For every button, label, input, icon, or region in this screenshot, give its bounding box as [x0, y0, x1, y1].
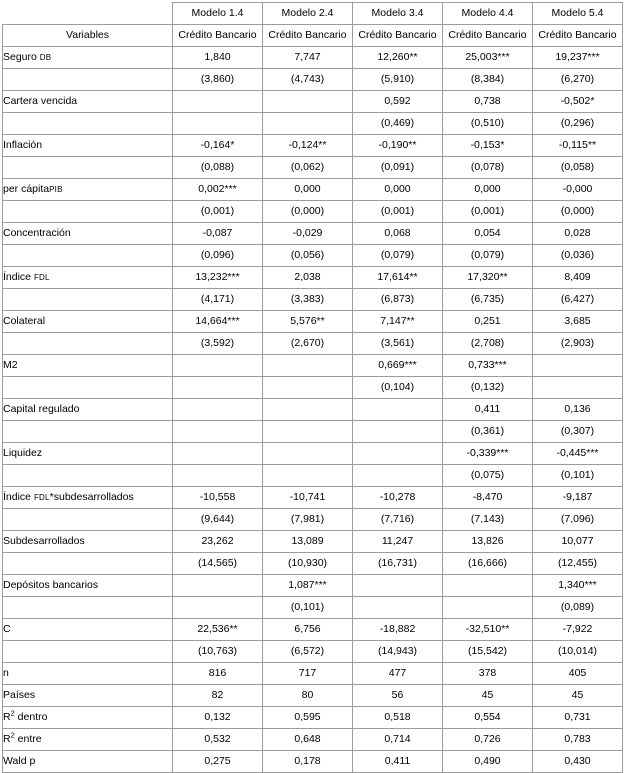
statistic-label: n — [3, 663, 173, 685]
table-row-standard-error — [3, 289, 623, 311]
statistic-value: 0,714 — [353, 729, 443, 751]
row-label-blank — [3, 377, 173, 399]
coefficient-value: 13,826 — [443, 531, 533, 553]
table-row-statistic — [3, 663, 623, 685]
standard-error-value: (3,383) — [263, 289, 353, 311]
table-header-row-subheaders — [3, 25, 623, 47]
table-row-statistic — [3, 685, 623, 707]
standard-error-value — [263, 421, 353, 443]
header-corner-blank — [3, 3, 173, 25]
standard-error-value — [263, 113, 353, 135]
coefficient-value: -0,164* — [173, 135, 263, 157]
coefficient-value: 7,747 — [263, 47, 353, 69]
statistic-label: $R^2$ entre — [3, 729, 173, 751]
standard-error-value: (0,091) — [353, 157, 443, 179]
row-label: Subdesarrollados — [3, 531, 173, 553]
coefficient-value: 2,038 — [263, 267, 353, 289]
row-label: Liquidez — [3, 443, 173, 465]
coefficient-value: 0,733*** — [443, 355, 533, 377]
statistic-value: 0,731 — [533, 707, 623, 729]
table-row-standard-error — [3, 641, 623, 663]
coefficient-value — [353, 575, 443, 597]
table-row-statistic — [3, 751, 623, 773]
coefficient-value: 8,409 — [533, 267, 623, 289]
standard-error-value: (16,731) — [353, 553, 443, 575]
coefficient-value: 23,262 — [173, 531, 263, 553]
standard-error-value: (0,058) — [533, 157, 623, 179]
table-row — [3, 575, 623, 597]
standard-error-value: (3,860) — [173, 69, 263, 91]
coefficient-value: 25,003*** — [443, 47, 533, 69]
standard-error-value: (9,644) — [173, 509, 263, 531]
standard-error-value: (0,469) — [353, 113, 443, 135]
statistic-value: 816 — [173, 663, 263, 685]
standard-error-value: (0,079) — [353, 245, 443, 267]
coefficient-value: 17,320** — [443, 267, 533, 289]
row-label-blank — [3, 553, 173, 575]
table-row-statistic — [3, 729, 623, 751]
standard-error-value: (6,427) — [533, 289, 623, 311]
statistic-value: 0,430 — [533, 751, 623, 773]
coefficient-value — [263, 91, 353, 113]
coefficient-value — [173, 355, 263, 377]
standard-error-value: (6,270) — [533, 69, 623, 91]
coefficient-value: 7,147** — [353, 311, 443, 333]
standard-error-value — [173, 113, 263, 135]
statistic-value: 56 — [353, 685, 443, 707]
row-label-blank — [3, 333, 173, 355]
coefficient-value — [353, 443, 443, 465]
standard-error-value: (7,981) — [263, 509, 353, 531]
standard-error-value: (0,510) — [443, 113, 533, 135]
coefficient-value — [533, 355, 623, 377]
statistic-value: 80 — [263, 685, 353, 707]
coefficient-value: 12,260** — [353, 47, 443, 69]
standard-error-value: (8,384) — [443, 69, 533, 91]
coefficient-value: -10,741 — [263, 487, 353, 509]
coefficient-value: 6,756 — [263, 619, 353, 641]
coefficient-value: 0,002*** — [173, 179, 263, 201]
row-label-blank — [3, 421, 173, 443]
standard-error-value: (3,592) — [173, 333, 263, 355]
standard-error-value: (0,075) — [443, 465, 533, 487]
statistic-label: $R^2$ dentro — [3, 707, 173, 729]
row-label-blank — [3, 465, 173, 487]
row-label: Concentración — [3, 223, 173, 245]
statistic-value: 378 — [443, 663, 533, 685]
row-label-blank — [3, 201, 173, 223]
table-row — [3, 355, 623, 377]
standard-error-value — [443, 597, 533, 619]
coefficient-value: 10,077 — [533, 531, 623, 553]
standard-error-value: (0,101) — [263, 597, 353, 619]
coefficient-value — [173, 399, 263, 421]
standard-error-value: (4,743) — [263, 69, 353, 91]
table-row — [3, 91, 623, 113]
header-model-2: Modelo 2.4 — [263, 3, 353, 25]
row-label: Seguro DB — [3, 47, 173, 69]
coefficient-value: 0,738 — [443, 91, 533, 113]
statistic-value: 0,490 — [443, 751, 533, 773]
statistic-value: 0,783 — [533, 729, 623, 751]
row-label-blank — [3, 597, 173, 619]
table-row — [3, 619, 623, 641]
standard-error-value: (10,930) — [263, 553, 353, 575]
table-row-standard-error — [3, 509, 623, 531]
coefficient-value: 3,685 — [533, 311, 623, 333]
row-label: Depósitos bancarios — [3, 575, 173, 597]
standard-error-value — [173, 377, 263, 399]
standard-error-value: (4,171) — [173, 289, 263, 311]
table-row-standard-error — [3, 113, 623, 135]
coefficient-value — [173, 443, 263, 465]
coefficient-value: 0,136 — [533, 399, 623, 421]
row-label-blank — [3, 509, 173, 531]
table-row — [3, 531, 623, 553]
coefficient-value: 13,089 — [263, 531, 353, 553]
row-label-blank — [3, 157, 173, 179]
standard-error-value — [353, 465, 443, 487]
standard-error-value: (0,296) — [533, 113, 623, 135]
coefficient-value: 0,054 — [443, 223, 533, 245]
standard-error-value: (7,716) — [353, 509, 443, 531]
coefficient-value: -0,000 — [533, 179, 623, 201]
coefficient-value — [353, 399, 443, 421]
coefficient-value: 19,237*** — [533, 47, 623, 69]
row-label-blank — [3, 69, 173, 91]
statistic-label: Wald p — [3, 751, 173, 773]
standard-error-value: (6,735) — [443, 289, 533, 311]
standard-error-value: (14,565) — [173, 553, 263, 575]
standard-error-value — [353, 421, 443, 443]
coefficient-value: 14,664*** — [173, 311, 263, 333]
statistic-value: 0,411 — [353, 751, 443, 773]
coefficient-value: -0,153* — [443, 135, 533, 157]
coefficient-value: -0,029 — [263, 223, 353, 245]
table-header-row-models — [3, 3, 623, 25]
coefficient-value: -32,510** — [443, 619, 533, 641]
regression-results-table — [2, 2, 623, 773]
row-label: M2 — [3, 355, 173, 377]
row-label-blank — [3, 289, 173, 311]
header-subheader-2: Crédito Bancario — [263, 25, 353, 47]
table-row-standard-error — [3, 597, 623, 619]
row-label: Índice FDL*subdesarrollados — [3, 487, 173, 509]
standard-error-value — [263, 377, 353, 399]
table-row-standard-error — [3, 421, 623, 443]
statistic-value: 82 — [173, 685, 263, 707]
standard-error-value: (7,096) — [533, 509, 623, 531]
statistic-value: 717 — [263, 663, 353, 685]
standard-error-value — [173, 465, 263, 487]
header-subheader-1: Crédito Bancario — [173, 25, 263, 47]
coefficient-value: 1,340*** — [533, 575, 623, 597]
table-row-standard-error — [3, 69, 623, 91]
statistic-value: 45 — [443, 685, 533, 707]
coefficient-value: -18,882 — [353, 619, 443, 641]
standard-error-value — [533, 377, 623, 399]
header-model-5: Modelo 5.4 — [533, 3, 623, 25]
statistic-value: 0,648 — [263, 729, 353, 751]
table-row-standard-error — [3, 465, 623, 487]
header-subheader-5: Crédito Bancario — [533, 25, 623, 47]
coefficient-value: 0,000 — [263, 179, 353, 201]
row-label: Cartera vencida — [3, 91, 173, 113]
row-label: Colateral — [3, 311, 173, 333]
coefficient-value — [173, 575, 263, 597]
standard-error-value: (2,903) — [533, 333, 623, 355]
table-row — [3, 267, 623, 289]
statistic-value: 0,518 — [353, 707, 443, 729]
coefficient-value: 11,247 — [353, 531, 443, 553]
header-model-3: Modelo 3.4 — [353, 3, 443, 25]
standard-error-value: (10,763) — [173, 641, 263, 663]
statistic-label: Países — [3, 685, 173, 707]
header-model-4: Modelo 4.4 — [443, 3, 533, 25]
standard-error-value: (15,542) — [443, 641, 533, 663]
standard-error-value: (0,000) — [263, 201, 353, 223]
standard-error-value: (0,104) — [353, 377, 443, 399]
standard-error-value — [353, 597, 443, 619]
statistic-value: 0,554 — [443, 707, 533, 729]
coefficient-value: 0,592 — [353, 91, 443, 113]
table-row-standard-error — [3, 377, 623, 399]
coefficient-value: 1,840 — [173, 47, 263, 69]
coefficient-value: 13,232*** — [173, 267, 263, 289]
standard-error-value: (14,943) — [353, 641, 443, 663]
coefficient-value: 0,251 — [443, 311, 533, 333]
standard-error-value: (6,572) — [263, 641, 353, 663]
statistic-value: 0,532 — [173, 729, 263, 751]
coefficient-value: 0,028 — [533, 223, 623, 245]
header-model-1: Modelo 1.4 — [173, 3, 263, 25]
coefficient-value: -8,470 — [443, 487, 533, 509]
coefficient-value: -0,087 — [173, 223, 263, 245]
standard-error-value: (2,670) — [263, 333, 353, 355]
table-row-standard-error — [3, 245, 623, 267]
standard-error-value: (12,455) — [533, 553, 623, 575]
coefficient-value: -0,502* — [533, 91, 623, 113]
coefficient-value: -10,558 — [173, 487, 263, 509]
coefficient-value: 5,576** — [263, 311, 353, 333]
standard-error-value: (0,056) — [263, 245, 353, 267]
statistic-value: 45 — [533, 685, 623, 707]
coefficient-value — [263, 443, 353, 465]
standard-error-value: (16,666) — [443, 553, 533, 575]
coefficient-value: -0,190** — [353, 135, 443, 157]
standard-error-value: (0,036) — [533, 245, 623, 267]
coefficient-value: -0,339*** — [443, 443, 533, 465]
coefficient-value: 0,068 — [353, 223, 443, 245]
standard-error-value: (7,143) — [443, 509, 533, 531]
coefficient-value: -10,278 — [353, 487, 443, 509]
statistic-value: 0,595 — [263, 707, 353, 729]
standard-error-value — [173, 597, 263, 619]
row-label: C — [3, 619, 173, 641]
statistic-value: 0,275 — [173, 751, 263, 773]
header-variables-label: Variables — [3, 25, 173, 47]
coefficient-value: -7,922 — [533, 619, 623, 641]
coefficient-value: 17,614** — [353, 267, 443, 289]
row-label-blank — [3, 245, 173, 267]
statistic-value: 0,178 — [263, 751, 353, 773]
standard-error-value: (5,910) — [353, 69, 443, 91]
row-label: Inflación — [3, 135, 173, 157]
coefficient-value: 1,087*** — [263, 575, 353, 597]
coefficient-value: 0,000 — [353, 179, 443, 201]
table-row-standard-error — [3, 333, 623, 355]
statistic-value: 0,132 — [173, 707, 263, 729]
standard-error-value: (0,096) — [173, 245, 263, 267]
standard-error-value — [263, 465, 353, 487]
standard-error-value: (0,001) — [443, 201, 533, 223]
coefficient-value: -0,445*** — [533, 443, 623, 465]
statistic-value: 477 — [353, 663, 443, 685]
coefficient-value: 0,000 — [443, 179, 533, 201]
table-row — [3, 399, 623, 421]
table-row — [3, 223, 623, 245]
table-row — [3, 443, 623, 465]
standard-error-value: (3,561) — [353, 333, 443, 355]
header-subheader-4: Crédito Bancario — [443, 25, 533, 47]
statistic-value: 0,726 — [443, 729, 533, 751]
standard-error-value: (0,000) — [533, 201, 623, 223]
standard-error-value: (0,089) — [533, 597, 623, 619]
standard-error-value: (0,062) — [263, 157, 353, 179]
coefficient-value: 0,411 — [443, 399, 533, 421]
standard-error-value: (0,001) — [173, 201, 263, 223]
table-row-standard-error — [3, 553, 623, 575]
table-row-statistic — [3, 707, 623, 729]
coefficient-value — [443, 575, 533, 597]
row-label-blank — [3, 113, 173, 135]
coefficient-value: 0,669*** — [353, 355, 443, 377]
table-row-standard-error — [3, 157, 623, 179]
standard-error-value: (2,708) — [443, 333, 533, 355]
coefficient-value: -9,187 — [533, 487, 623, 509]
standard-error-value: (0,101) — [533, 465, 623, 487]
standard-error-value: (10,014) — [533, 641, 623, 663]
row-label: Capital regulado — [3, 399, 173, 421]
standard-error-value: (0,361) — [443, 421, 533, 443]
table-row — [3, 487, 623, 509]
standard-error-value: (6,873) — [353, 289, 443, 311]
standard-error-value — [173, 421, 263, 443]
table-row — [3, 135, 623, 157]
table-row — [3, 179, 623, 201]
coefficient-value: -0,115** — [533, 135, 623, 157]
statistic-value: 405 — [533, 663, 623, 685]
table-row — [3, 311, 623, 333]
standard-error-value: (0,088) — [173, 157, 263, 179]
standard-error-value: (0,001) — [353, 201, 443, 223]
standard-error-value: (0,307) — [533, 421, 623, 443]
row-label: Índice FDL — [3, 267, 173, 289]
coefficient-value — [263, 399, 353, 421]
standard-error-value: (0,132) — [443, 377, 533, 399]
table-row — [3, 47, 623, 69]
row-label-blank — [3, 641, 173, 663]
row-label: per cápitaPIB — [3, 179, 173, 201]
standard-error-value: (0,078) — [443, 157, 533, 179]
coefficient-value — [263, 355, 353, 377]
coefficient-value — [173, 91, 263, 113]
header-subheader-3: Crédito Bancario — [353, 25, 443, 47]
coefficient-value: -0,124** — [263, 135, 353, 157]
table-row-standard-error — [3, 201, 623, 223]
coefficient-value: 22,536** — [173, 619, 263, 641]
standard-error-value: (0,079) — [443, 245, 533, 267]
